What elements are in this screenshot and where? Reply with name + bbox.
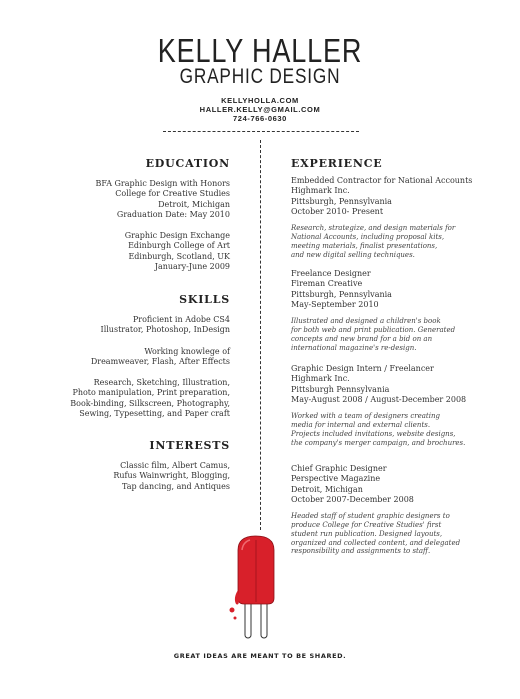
website-link[interactable]: KELLYHOLLA.COM [221,96,299,105]
education-line: Graphic Design Exchange [124,231,230,241]
skills-line: Proficient in Adobe CS4 [132,315,230,324]
interests-line: Tap dancing, and Antiques [122,481,230,491]
job-dates: May-September 2010 [291,299,379,309]
interests-heading: INTERESTS [149,439,230,452]
job-title: Graphic Design Intern / Freelancer [291,364,434,373]
skills-heading: SKILLS [179,293,230,306]
job-description-line: concepts and new brand for a bid on an [291,334,433,343]
skills-line: Dreamweaver, Flash, After Effects [90,356,230,366]
job-description-line: National Accounts, including proposal kits, [291,232,445,241]
job-company: Perspective Magazine [291,474,381,484]
skills-line: Working knowlege of [144,346,230,356]
education-line: College for Creative Studies [115,189,230,199]
job-dates: October 2007-December 2008 [291,494,414,504]
job-description-line: Illustrated and designed a children's book [291,317,441,326]
job-description-line: meeting materials, finalist presentations, [291,241,438,250]
job-location: Pittsburgh Pennsylvania [291,384,390,394]
skills-line: Book-binding, Silkscreen, Photography, [70,398,230,408]
interests-line: Rufus Wainwright, Blogging, [113,471,230,481]
skills-entry [60,347,230,368]
education-entry [60,179,230,220]
skills-section [60,293,230,419]
job-dates: May-August 2008 / August-December 2008 [291,394,467,404]
phone-number: 724-766-0630 [233,114,287,123]
job-company: Fireman Creative [291,279,363,289]
job-description-line: and new digital selling techniques. [291,250,415,259]
job-description-line: Projects included invitations, website designs, [291,429,456,438]
job-description-line: the company's merger campaign, and brochures. [291,438,466,447]
education-line: Graduation Date: May 2010 [116,209,230,219]
skills-line: Photo manipulation, Print preparation, [72,388,230,398]
job-company: Highmark Inc. [291,374,350,384]
interests-line: Classic film, Albert Camus, [120,461,230,470]
skills-entry [60,378,230,419]
column-divider [260,140,261,530]
job-description-line: media for internal and external clients. [291,420,431,429]
job-company: Highmark Inc. [291,186,350,196]
email-link[interactable]: HALLER.KELLY@GMAIL.COM [199,105,321,114]
job-description-line: produce College for Creative Studies' first [291,520,442,529]
job-description-line: international magazine's re-design. [291,343,417,352]
experience-job [291,464,491,556]
job-title: Freelance Designer [291,269,371,278]
experience-job [291,176,491,259]
education-line: Edinburgh College of Art [128,241,230,251]
education-line: Detroit, Michigan [158,199,230,209]
job-description-line: student run publication. Designed layouts, [291,529,443,538]
job-dates: October 2010- Present [291,206,384,216]
experience-heading: EXPERIENCE [291,157,383,170]
job-description-line: responsibility and assignments to staff. [291,547,431,556]
job-description-line: for both web and print publication. Generated [291,325,456,334]
experience-job [291,269,491,352]
job-location: Detroit, Michigan [291,484,363,494]
experience-heading-wrap [291,157,491,170]
skills-line: Research, Sketching, Illustration, [93,378,230,388]
interests-list [60,461,230,492]
skills-line: Sewing, Typesetting, and Paper craft [79,409,230,419]
job-description-line: organized and collected content, and delegated [291,538,461,547]
red-popsicle-icon [226,530,296,649]
footer-tagline: GREAT IDEAS ARE MEANT TO BE SHARED. [173,652,347,660]
interests-section [60,439,230,492]
job-location: Pittsburgh, Pennsylvania [291,196,392,206]
education-heading: EDUCATION [145,157,230,170]
contact-info [0,96,520,123]
header-divider [163,131,359,133]
education-line: BFA Graphic Design with Honors [95,179,230,188]
education-section [60,157,230,272]
job-title: Embedded Contractor for National Accounts [291,176,473,185]
profession-title: GRAPHIC DESIGN [179,65,341,88]
education-entry [60,231,230,272]
education-line: January-June 2009 [154,262,230,272]
job-description-line: Research, strategize, and design materials for [291,224,456,233]
job-description-line: Worked with a team of designers creating [291,412,440,421]
resume-header [0,34,520,123]
education-line: Edinburgh, Scotland, UK [128,251,230,261]
job-description-line: Headed staff of student graphic designers to [291,512,450,521]
skills-line: Illustrator, Photoshop, InDesign [100,325,230,335]
job-title: Chief Graphic Designer [291,464,387,473]
skills-entry [60,315,230,336]
experience-job [291,364,491,447]
job-location: Pittsburgh, Pennsylvania [291,289,392,299]
name-title: KELLY HALLER [157,32,363,69]
